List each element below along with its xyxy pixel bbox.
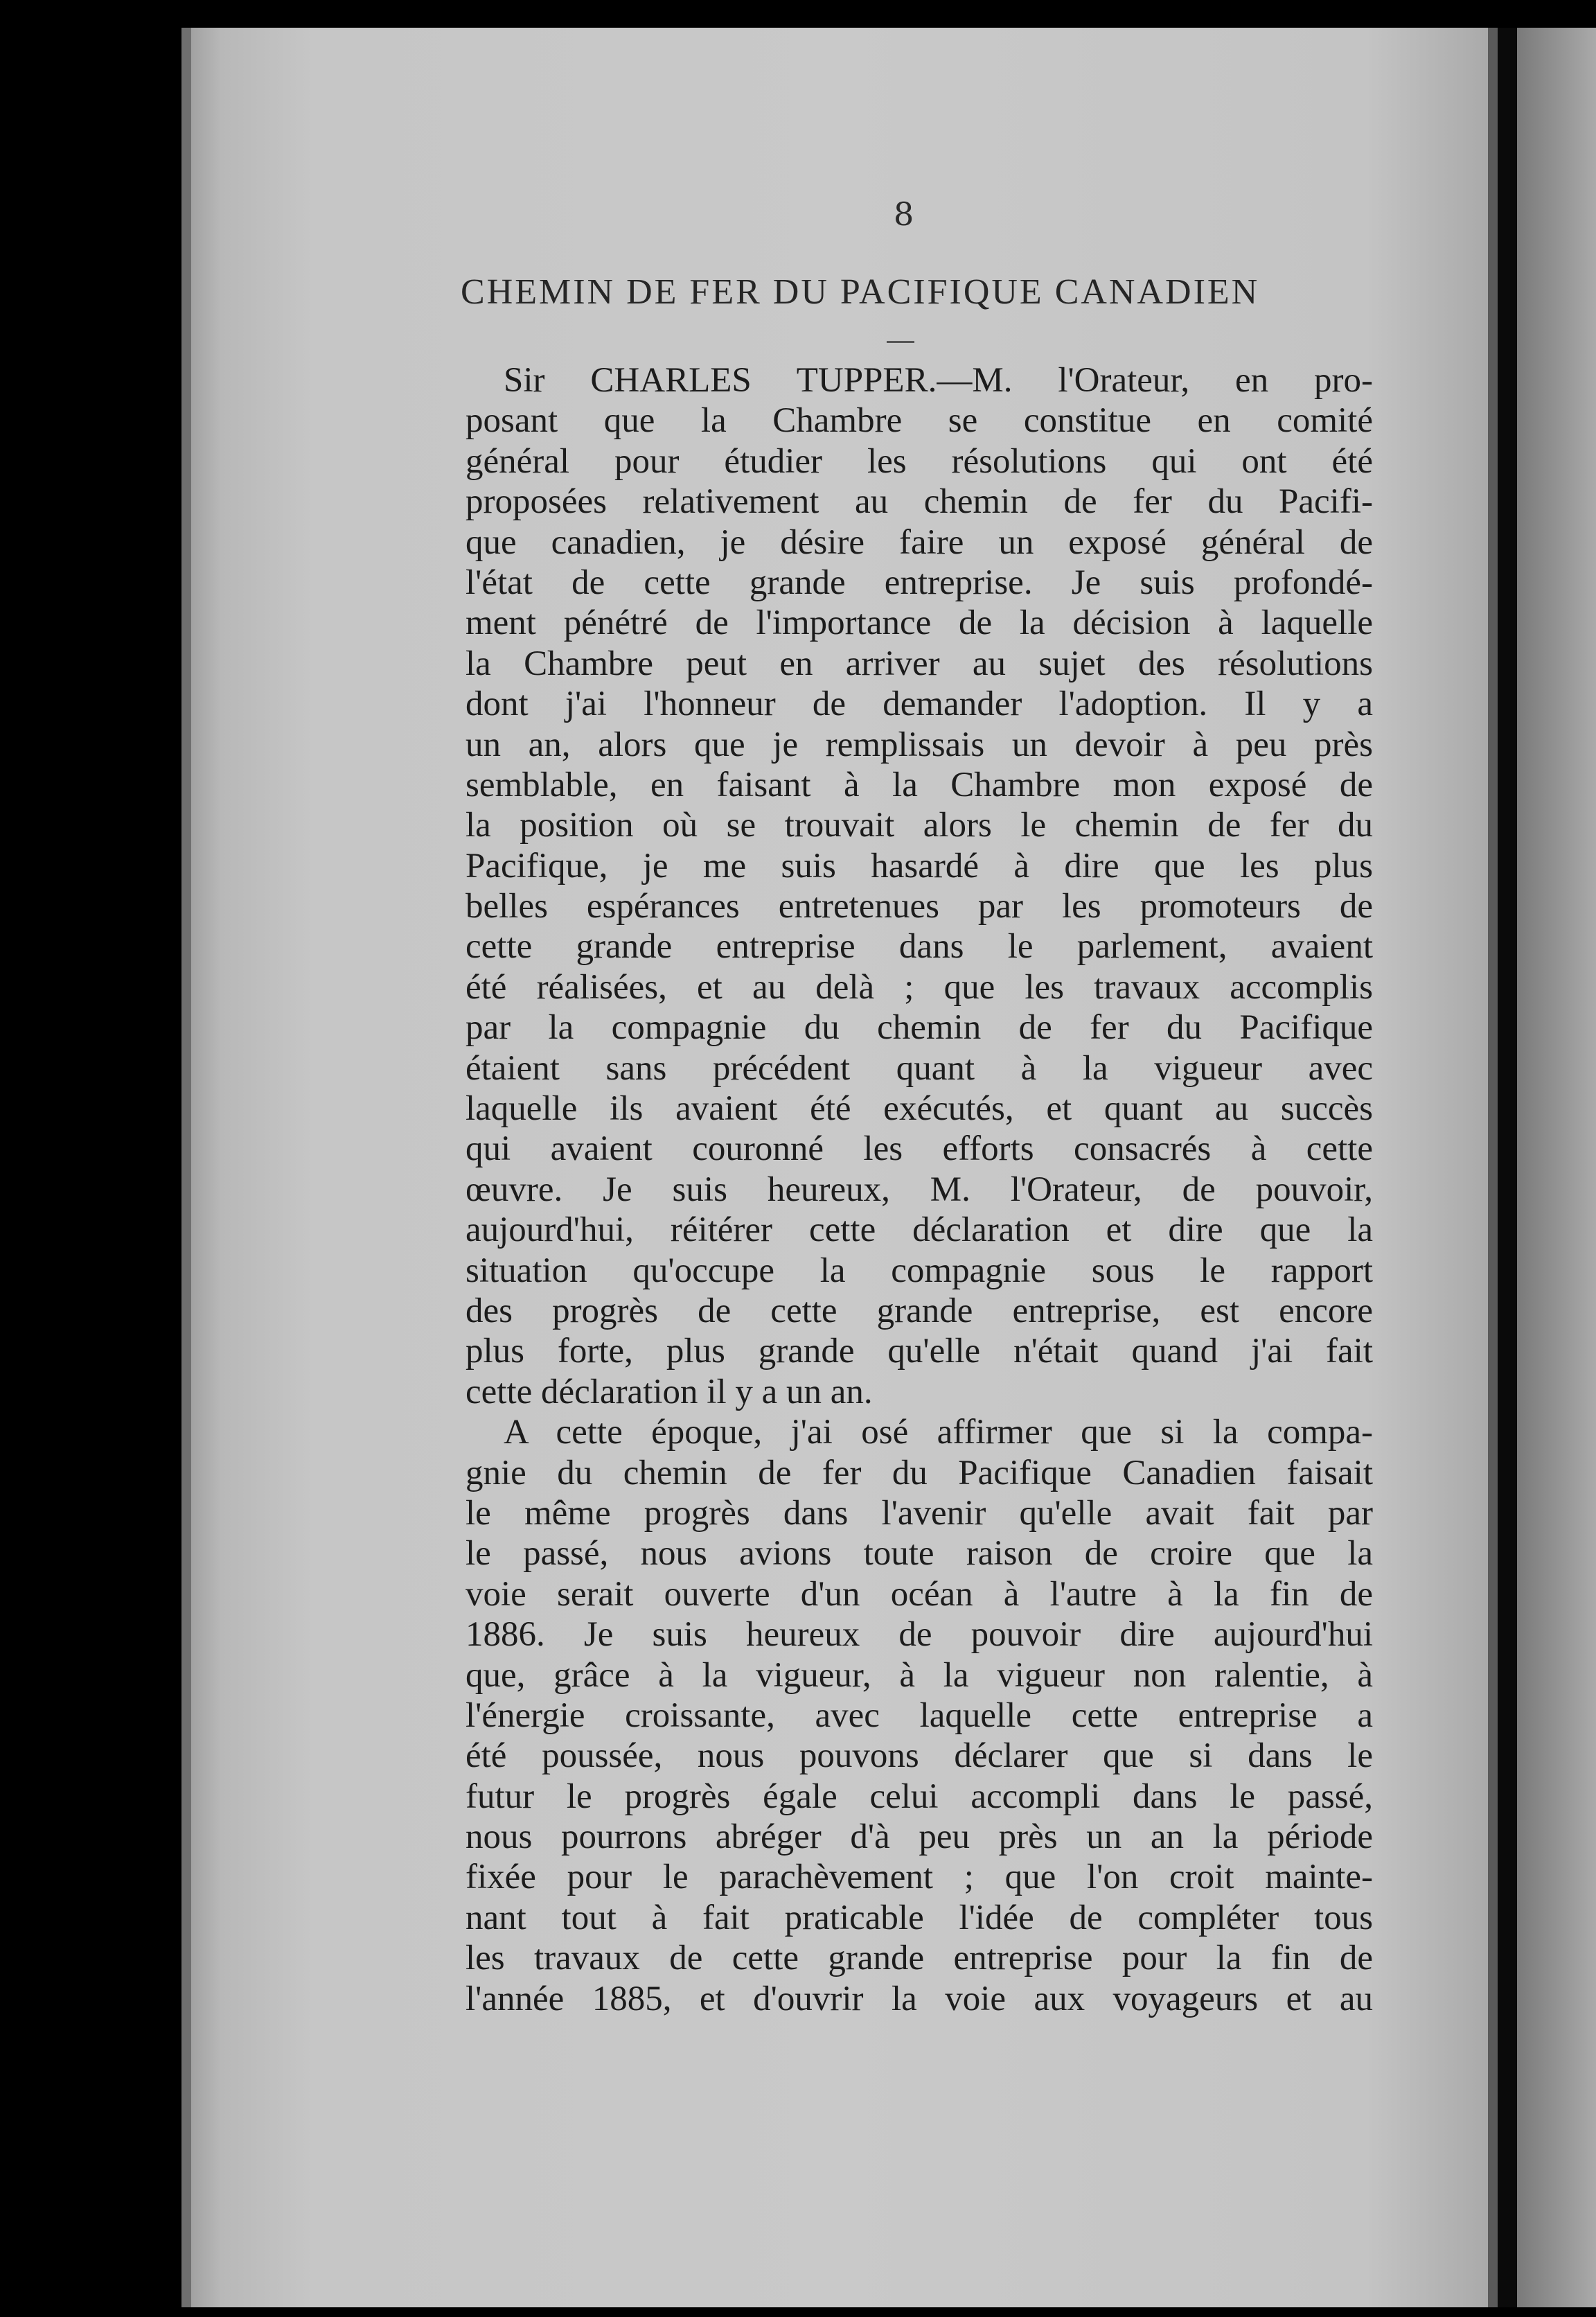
text-line: étaient sans précédent quant à la vigueur avec xyxy=(466,1048,1373,1088)
page-left-edge xyxy=(181,28,191,2307)
title-divider xyxy=(887,341,914,343)
text-line: nant tout à fait praticable l'idée de compléter tous xyxy=(466,1898,1373,1937)
text-line: le même progrès dans l'avenir qu'elle avait fait par xyxy=(466,1493,1373,1533)
text-line: l'état de cette grande entreprise. Je suis profondé- xyxy=(466,563,1373,602)
text-line: qui avaient couronné les efforts consacrés à cette xyxy=(466,1129,1373,1169)
next-page-edge xyxy=(1517,28,1596,2307)
text-line: dont j'ai l'honneur de demander l'adoption. Il y a xyxy=(466,685,1373,724)
text-line: l'année 1885, et d'ouvrir la voie aux voyageurs et au xyxy=(466,1979,1373,2018)
text-line: Pacifique, je me suis hasardé à dire que les plus xyxy=(466,846,1373,886)
text-line: proposées relativement au chemin de fer du Pacifi- xyxy=(466,482,1373,522)
text-line: les travaux de cette grande entreprise pour la fin de xyxy=(466,1939,1373,1978)
text-line: belles espérances entretenues par les promoteurs de xyxy=(466,887,1373,926)
text-line: cette déclaration il y a un an. xyxy=(466,1372,873,1411)
body-text xyxy=(466,360,1373,2019)
text-line: nous pourrons abréger d'à peu près un an la période xyxy=(466,1817,1373,1857)
text-line: gnie du chemin de fer du Pacifique Canadien faisait xyxy=(466,1453,1373,1492)
text-line: général pour étudier les résolutions qui ont été xyxy=(466,441,1373,481)
text-line: futur le progrès égale celui accompli dans le passé, xyxy=(466,1777,1373,1816)
text-line: plus forte, plus grande qu'elle n'était quand j'ai fait xyxy=(466,1332,1373,1371)
running-title: CHEMIN DE FER DU PACIFIQUE CANADIEN xyxy=(461,272,1260,312)
text-line: fixée pour le parachèvement ; que l'on croit mainte- xyxy=(466,1858,1373,1897)
text-line: ment pénétré de l'importance de la décision à laquelle xyxy=(466,604,1373,643)
text-line: que, grâce à la vigueur, à la vigueur non ralentie, à xyxy=(466,1655,1373,1695)
page-number: 8 xyxy=(894,195,914,233)
text-line: la position où se trouvait alors le chemin de fer du xyxy=(466,806,1373,845)
text-line: 1886. Je suis heureux de pouvoir dire aujourd'hui xyxy=(466,1615,1373,1655)
text-line: semblable, en faisant à la Chambre mon exposé de xyxy=(466,765,1373,804)
text-line: des progrès de cette grande entreprise, est encore xyxy=(466,1291,1373,1330)
text-line: œuvre. Je suis heureux, M. l'Orateur, de pouvoir, xyxy=(466,1170,1373,1209)
text-line: situation qu'occupe la compagnie sous le rapport xyxy=(466,1251,1373,1290)
text-line: aujourd'hui, réitérer cette déclaration et dire que la xyxy=(466,1210,1373,1250)
text-line: par la compagnie du chemin de fer du Pacifique xyxy=(466,1008,1373,1048)
text-line: le passé, nous avions toute raison de croire que la xyxy=(466,1534,1373,1574)
text-line: laquelle ils avaient été exécutés, et quant au succès xyxy=(466,1089,1373,1129)
text-line: Sir CHARLES TUPPER.—M. l'Orateur, en pro- xyxy=(504,361,1373,400)
text-line: que canadien, je désire faire un exposé général de xyxy=(466,522,1373,562)
page-gutter xyxy=(1498,28,1517,2307)
text-line: un an, alors que je remplissais un devoir à peu près xyxy=(466,725,1373,764)
text-line: cette grande entreprise dans le parlement, avaient xyxy=(466,927,1373,967)
text-line: A cette époque, j'ai osé affirmer que si la compa- xyxy=(504,1413,1373,1452)
text-line: posant que la Chambre se constitue en comité xyxy=(466,401,1373,441)
text-line: été poussée, nous pouvons déclarer que si dans le xyxy=(466,1736,1373,1776)
text-line: l'énergie croissante, avec laquelle cette entreprise a xyxy=(466,1695,1373,1735)
text-line: voie serait ouverte d'un océan à l'autre à la fin de xyxy=(466,1574,1373,1614)
text-line: la Chambre peut en arriver au sujet des résolutions xyxy=(466,644,1373,683)
text-line: été réalisées, et au delà ; que les travaux accomplis xyxy=(466,967,1373,1007)
page-right-edge xyxy=(1488,28,1498,2307)
